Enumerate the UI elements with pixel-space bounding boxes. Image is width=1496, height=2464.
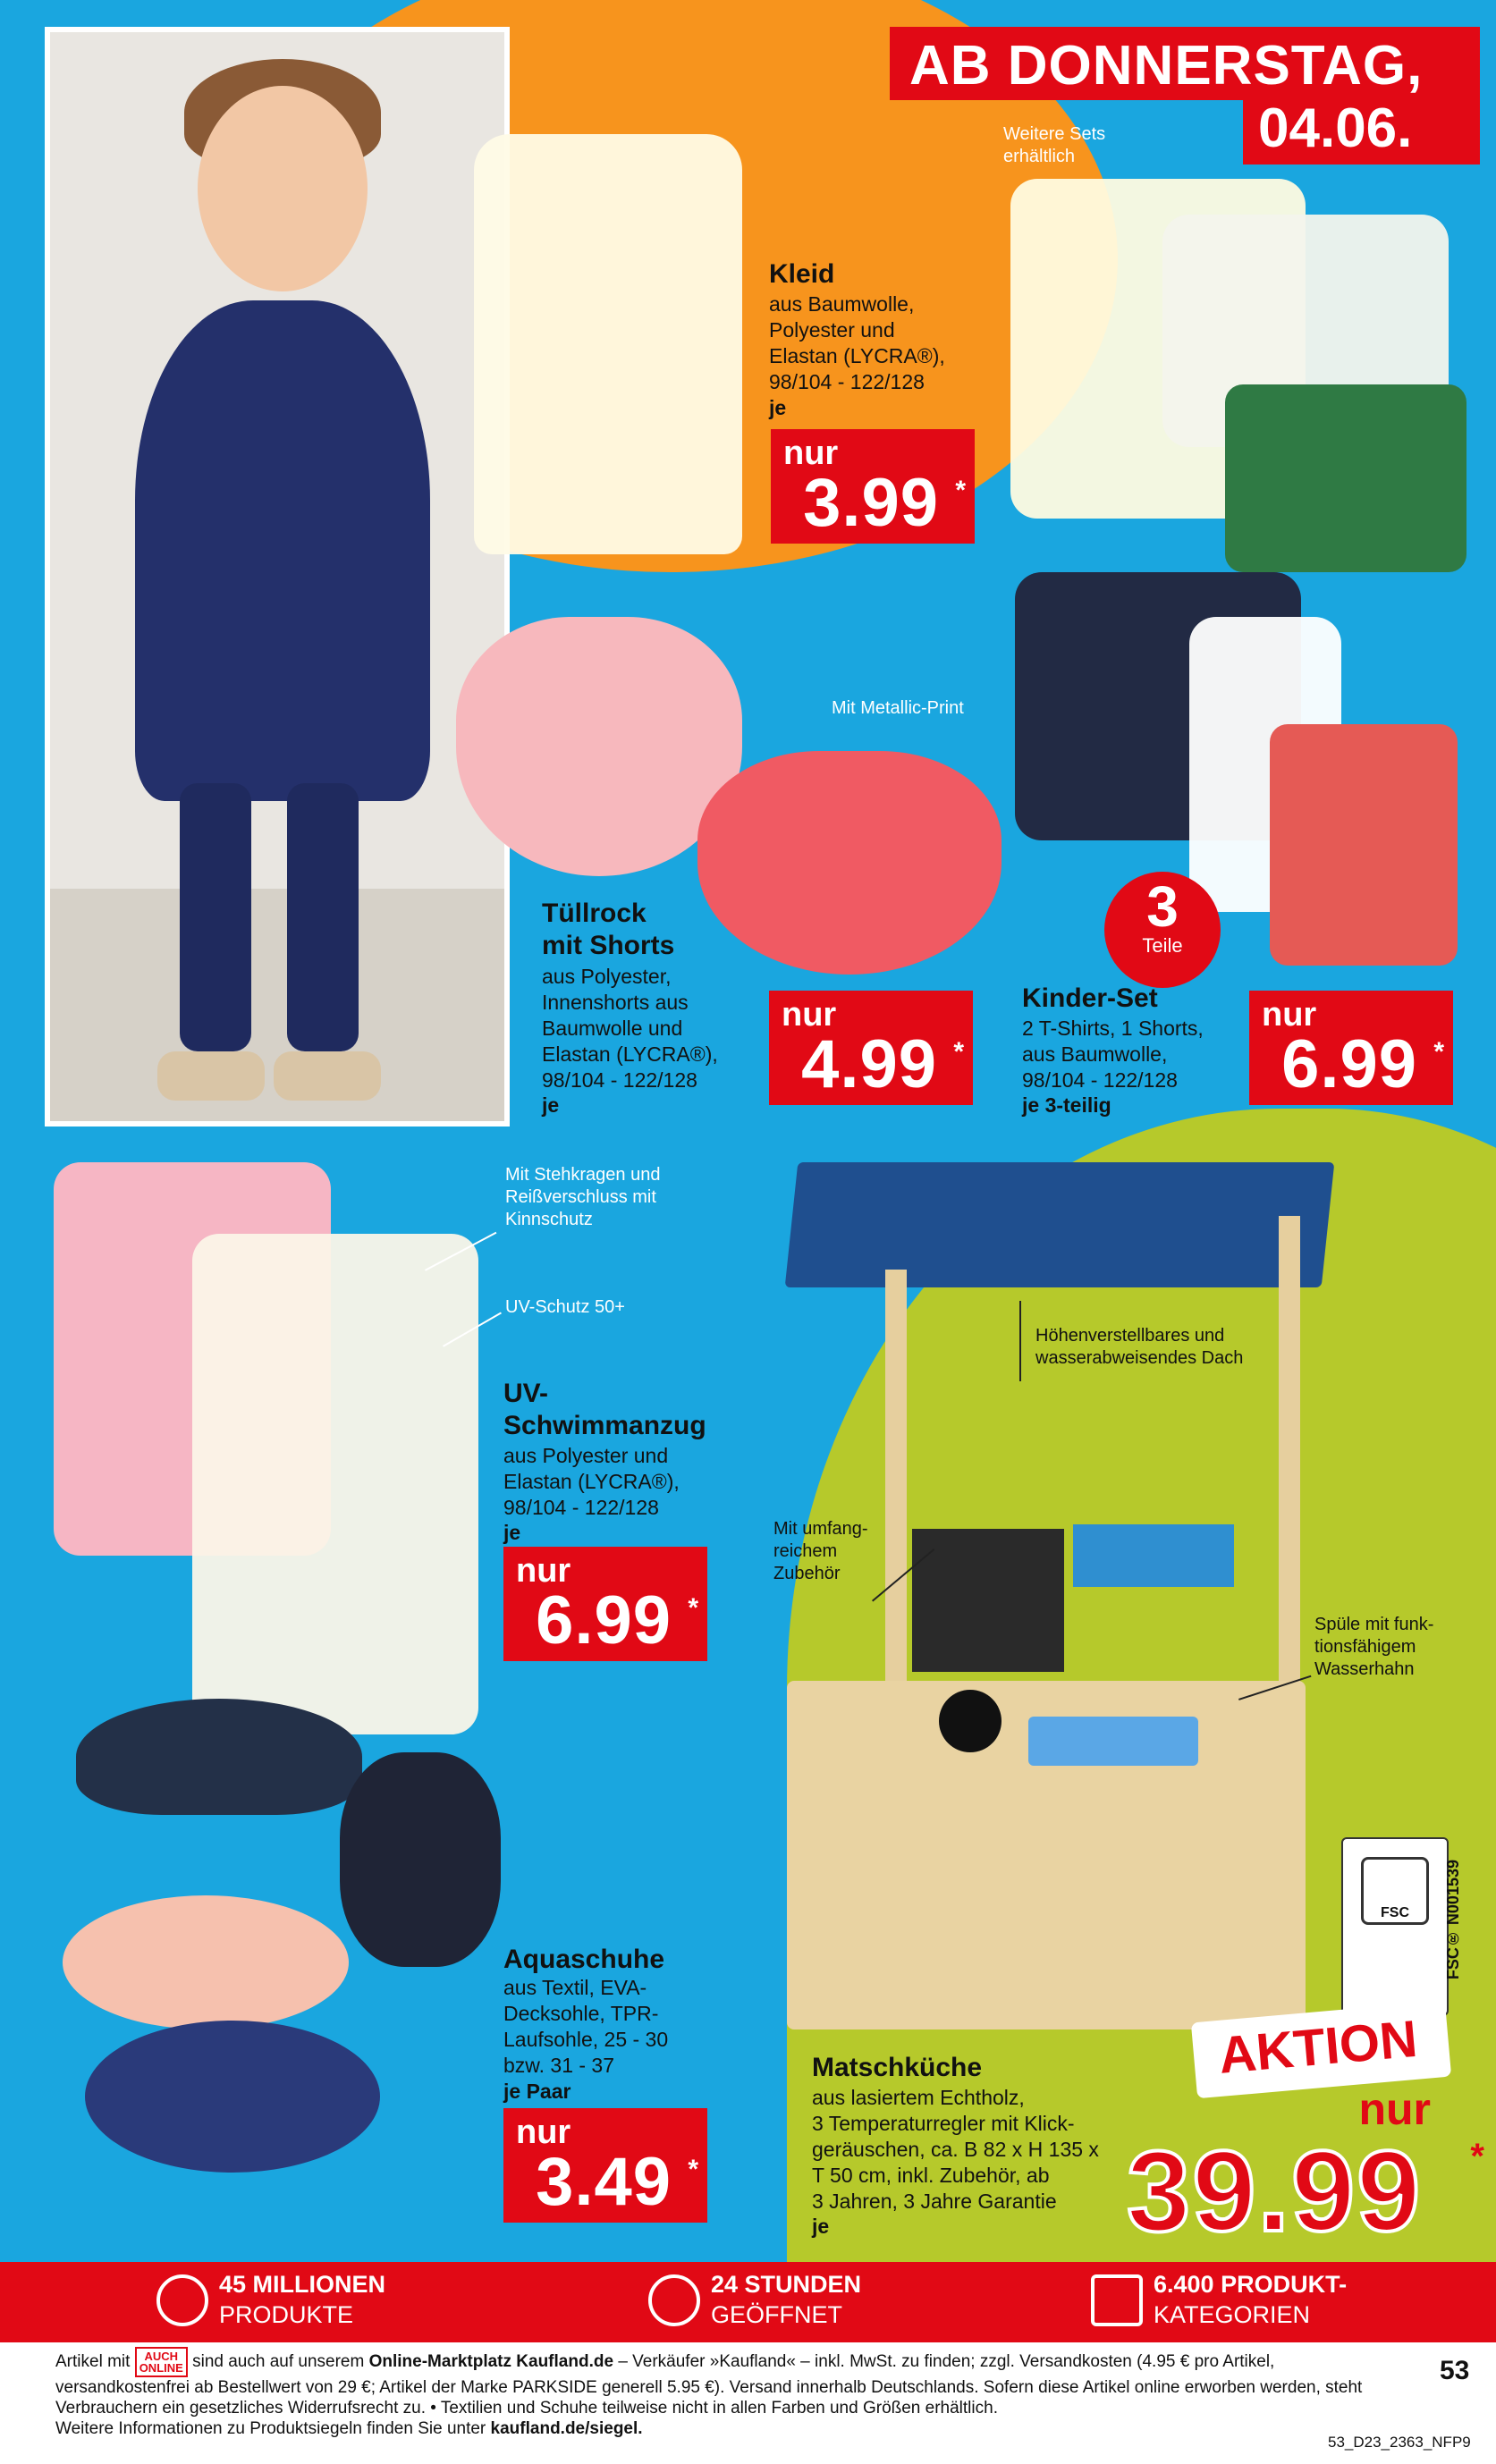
- shoe-lilac-image: [340, 1752, 501, 1967]
- tuellrock-price: 4.99: [801, 1026, 937, 1102]
- footer-marketplace-link[interactable]: Online-Marktplatz Kaufland.de: [368, 2352, 614, 2372]
- stat-products-line2: PRODUKTE: [219, 2301, 354, 2328]
- kinderset-price: 6.99: [1281, 1026, 1417, 1102]
- tuellrock-price-box: [769, 991, 973, 1105]
- child-head: [198, 86, 368, 291]
- footer-siegel-link[interactable]: kaufland.de/siegel.: [490, 2419, 643, 2438]
- matschkueche-nur: nur: [1358, 2084, 1431, 2134]
- uv-desc: aus Polyester und Elastan (LYCRA®), 98/104 - 122/128: [503, 1444, 680, 1519]
- auch-online-badge: AUCH ONLINE: [135, 2347, 188, 2377]
- callout-stehkragen: Mit Stehkragen und Reißverschluss mit Kinnschutz: [505, 1165, 661, 1229]
- matschkueche-unit: je: [812, 2215, 830, 2238]
- kitchen-chalkboard: [912, 1529, 1064, 1672]
- uv-star: *: [688, 1593, 698, 1623]
- stat-categories-line2: KATEGORIEN: [1154, 2301, 1311, 2328]
- callout-zubehoer: Mit umfang- reichem Zubehör: [773, 1519, 868, 1583]
- stat-categories: [1091, 2262, 1449, 2342]
- stat-hours-line1: 24 STUNDEN: [711, 2271, 862, 2298]
- footer-p2: sind auch auf unserem: [192, 2352, 365, 2372]
- kleid-desc: aus Baumwolle, Polyester und Elastan (LYCRA®), 98/104 - 122/128: [769, 292, 945, 393]
- footer-p1: Artikel mit: [55, 2352, 131, 2372]
- uv-unit: je: [503, 1521, 521, 1544]
- uv-nur: nur: [516, 1552, 571, 1590]
- badge-text: Teile: [1142, 934, 1183, 957]
- green-shorts-image: [1225, 384, 1466, 572]
- callout-weitere-sets: Weitere Sets erhältlich: [1003, 124, 1106, 166]
- sandal-left: [157, 1051, 265, 1101]
- page-number: 53: [1440, 2356, 1470, 2385]
- callout-spuele: Spüle mit funk- tionsfähigem Wasserhahn: [1314, 1615, 1434, 1679]
- globe-icon: [156, 2274, 208, 2326]
- callout-uv-schutz: UV-Schutz 50+: [505, 1297, 625, 1317]
- child-leg-left: [180, 783, 251, 1051]
- uv-price-box: [503, 1547, 707, 1661]
- date-banner-line1: AB DONNERSTAG,: [909, 35, 1424, 97]
- clock-icon: [648, 2274, 700, 2326]
- kitchen-blue-boxes: [1073, 1524, 1234, 1587]
- stat-products: [156, 2262, 514, 2342]
- callout-metallic: Mit Metallic-Print: [832, 698, 964, 718]
- uv-price: 6.99: [536, 1582, 672, 1658]
- kleid-nur: nur: [783, 435, 839, 472]
- date-banner-line2: 04.06.: [1258, 97, 1413, 159]
- kinderset-title: Kinder-Set: [1022, 983, 1158, 1013]
- kleid-unit: je: [769, 396, 787, 419]
- kinderset-unit: je 3-teilig: [1022, 1093, 1111, 1117]
- aquaschuhe-desc: aus Textil, EVA- Decksohle, TPR- Laufsohle, 25 - 30 bzw. 31 - 37: [503, 1976, 669, 2077]
- shoe-coral-image: [63, 1895, 349, 2029]
- tuellrock-title-2: mit Shorts: [542, 931, 675, 960]
- aquaschuhe-star: *: [688, 2155, 698, 2184]
- kitchen-roof-image: [785, 1162, 1335, 1287]
- matschkueche-title: Matschküche: [812, 2053, 983, 2082]
- kinderset-price-box: [1249, 991, 1453, 1105]
- cart-icon: [1091, 2274, 1143, 2326]
- aquaschuhe-title: Aquaschuhe: [503, 1945, 665, 1974]
- shoe-navy-orange-image: [76, 1699, 362, 1815]
- matschkueche-price: 39.99: [1127, 2128, 1423, 2256]
- aquaschuhe-unit: je Paar: [503, 2080, 571, 2103]
- aquaschuhe-price-box: [503, 2108, 707, 2223]
- sandal-right: [274, 1051, 381, 1101]
- shoe-blue-image: [85, 2021, 380, 2173]
- child-photo: [45, 27, 510, 1127]
- kleid-price: 3.99: [803, 465, 939, 541]
- tuellrock-title-1: Tüllrock: [542, 899, 647, 928]
- date-banner: [890, 27, 1480, 161]
- matschkueche-star: *: [1470, 2137, 1484, 2176]
- badge-number: 3: [1146, 874, 1179, 939]
- dino-swimsuit-image: [192, 1234, 478, 1734]
- footer-text: [55, 2347, 1397, 2439]
- page-code: 53_D23_2363_NFP9: [1328, 2434, 1471, 2451]
- fsc-seal: [1341, 1837, 1449, 2016]
- stats-bar: [0, 2262, 1496, 2342]
- fsc-code: FSC® N001539: [1444, 1860, 1462, 1980]
- kitchen-hotplate: [939, 1690, 1002, 1752]
- matschkueche-desc: aus lasiertem Echtholz, 3 Temperaturregler mit Klick- geräuschen, ca. B 82 x H 135 x T 50 cm, inkl. Zubehör, ab 3 Jahren, 3 Jahre Garantie: [812, 2086, 1099, 2213]
- stat-hours-line2: GEÖFFNET: [711, 2301, 842, 2328]
- tuellrock-unit: je: [542, 1093, 560, 1117]
- red-tutu-image: [697, 751, 1002, 975]
- aquaschuhe-price: 3.49: [536, 2144, 672, 2220]
- kleid-star: *: [955, 476, 966, 505]
- kinderset-star: *: [1433, 1037, 1444, 1067]
- uv-title-1: UV-: [503, 1379, 549, 1408]
- stat-hours: [648, 2262, 1006, 2342]
- aquaschuhe-nur: nur: [516, 2114, 571, 2151]
- kinderset-nur: nur: [1262, 996, 1317, 1034]
- kleid-title: Kleid: [769, 259, 835, 289]
- callout-dach: Höhenverstellbares und wasserabweisendes Dach: [1035, 1326, 1244, 1368]
- kinderset-desc: 2 T-Shirts, 1 Shorts, aus Baumwolle, 98/104 - 122/128: [1022, 1017, 1204, 1092]
- child-dress: [135, 300, 430, 801]
- aktion-text: AKTION: [1216, 2009, 1420, 2085]
- red-shorts-image: [1270, 724, 1458, 966]
- stat-categories-line1: 6.400 PRODUKT-: [1154, 2271, 1348, 2298]
- uv-title-2: Schwimmanzug: [503, 1411, 706, 1440]
- kitchen-sink: [1028, 1717, 1198, 1766]
- footer-p5: Weitere Informationen zu Produktsiegeln finden Sie unter: [55, 2419, 486, 2438]
- tuellrock-star: *: [953, 1037, 964, 1067]
- tuellrock-nur: nur: [782, 996, 837, 1034]
- tuellrock-desc: aus Polyester, Innenshorts aus Baumwolle und Elastan (LYCRA®), 98/104 - 122/128: [542, 965, 718, 1092]
- footer-p4: – Verkäufer »Kaufland« – inkl. MwSt. zu finden; zzgl. Versandkosten (4.95 € pro Artikel, versandkostenfrei ab Bestellwert von 29 €; Artikel der Marke PARKSIDE generell 5.95 €). Versand innerhalb Deutschlands. Sofern diese Artikel online erworben werden, steht Verbrauchern ein gesetzliches Widerrufsrecht zu. • Textilien und Schuhe teilweise nicht in allen Farben und Größen erhältlich.: [55, 2352, 1363, 2418]
- three-parts-badge: [1104, 872, 1221, 988]
- stat-products-line1: 45 MILLIONEN: [219, 2271, 386, 2298]
- fsc-logo: FSC: [1361, 1857, 1429, 1925]
- kleid-price-box: [771, 429, 975, 544]
- child-leg-right: [287, 783, 359, 1051]
- matschkueche-price-block: [1118, 2083, 1484, 2256]
- dress-image: [474, 134, 742, 554]
